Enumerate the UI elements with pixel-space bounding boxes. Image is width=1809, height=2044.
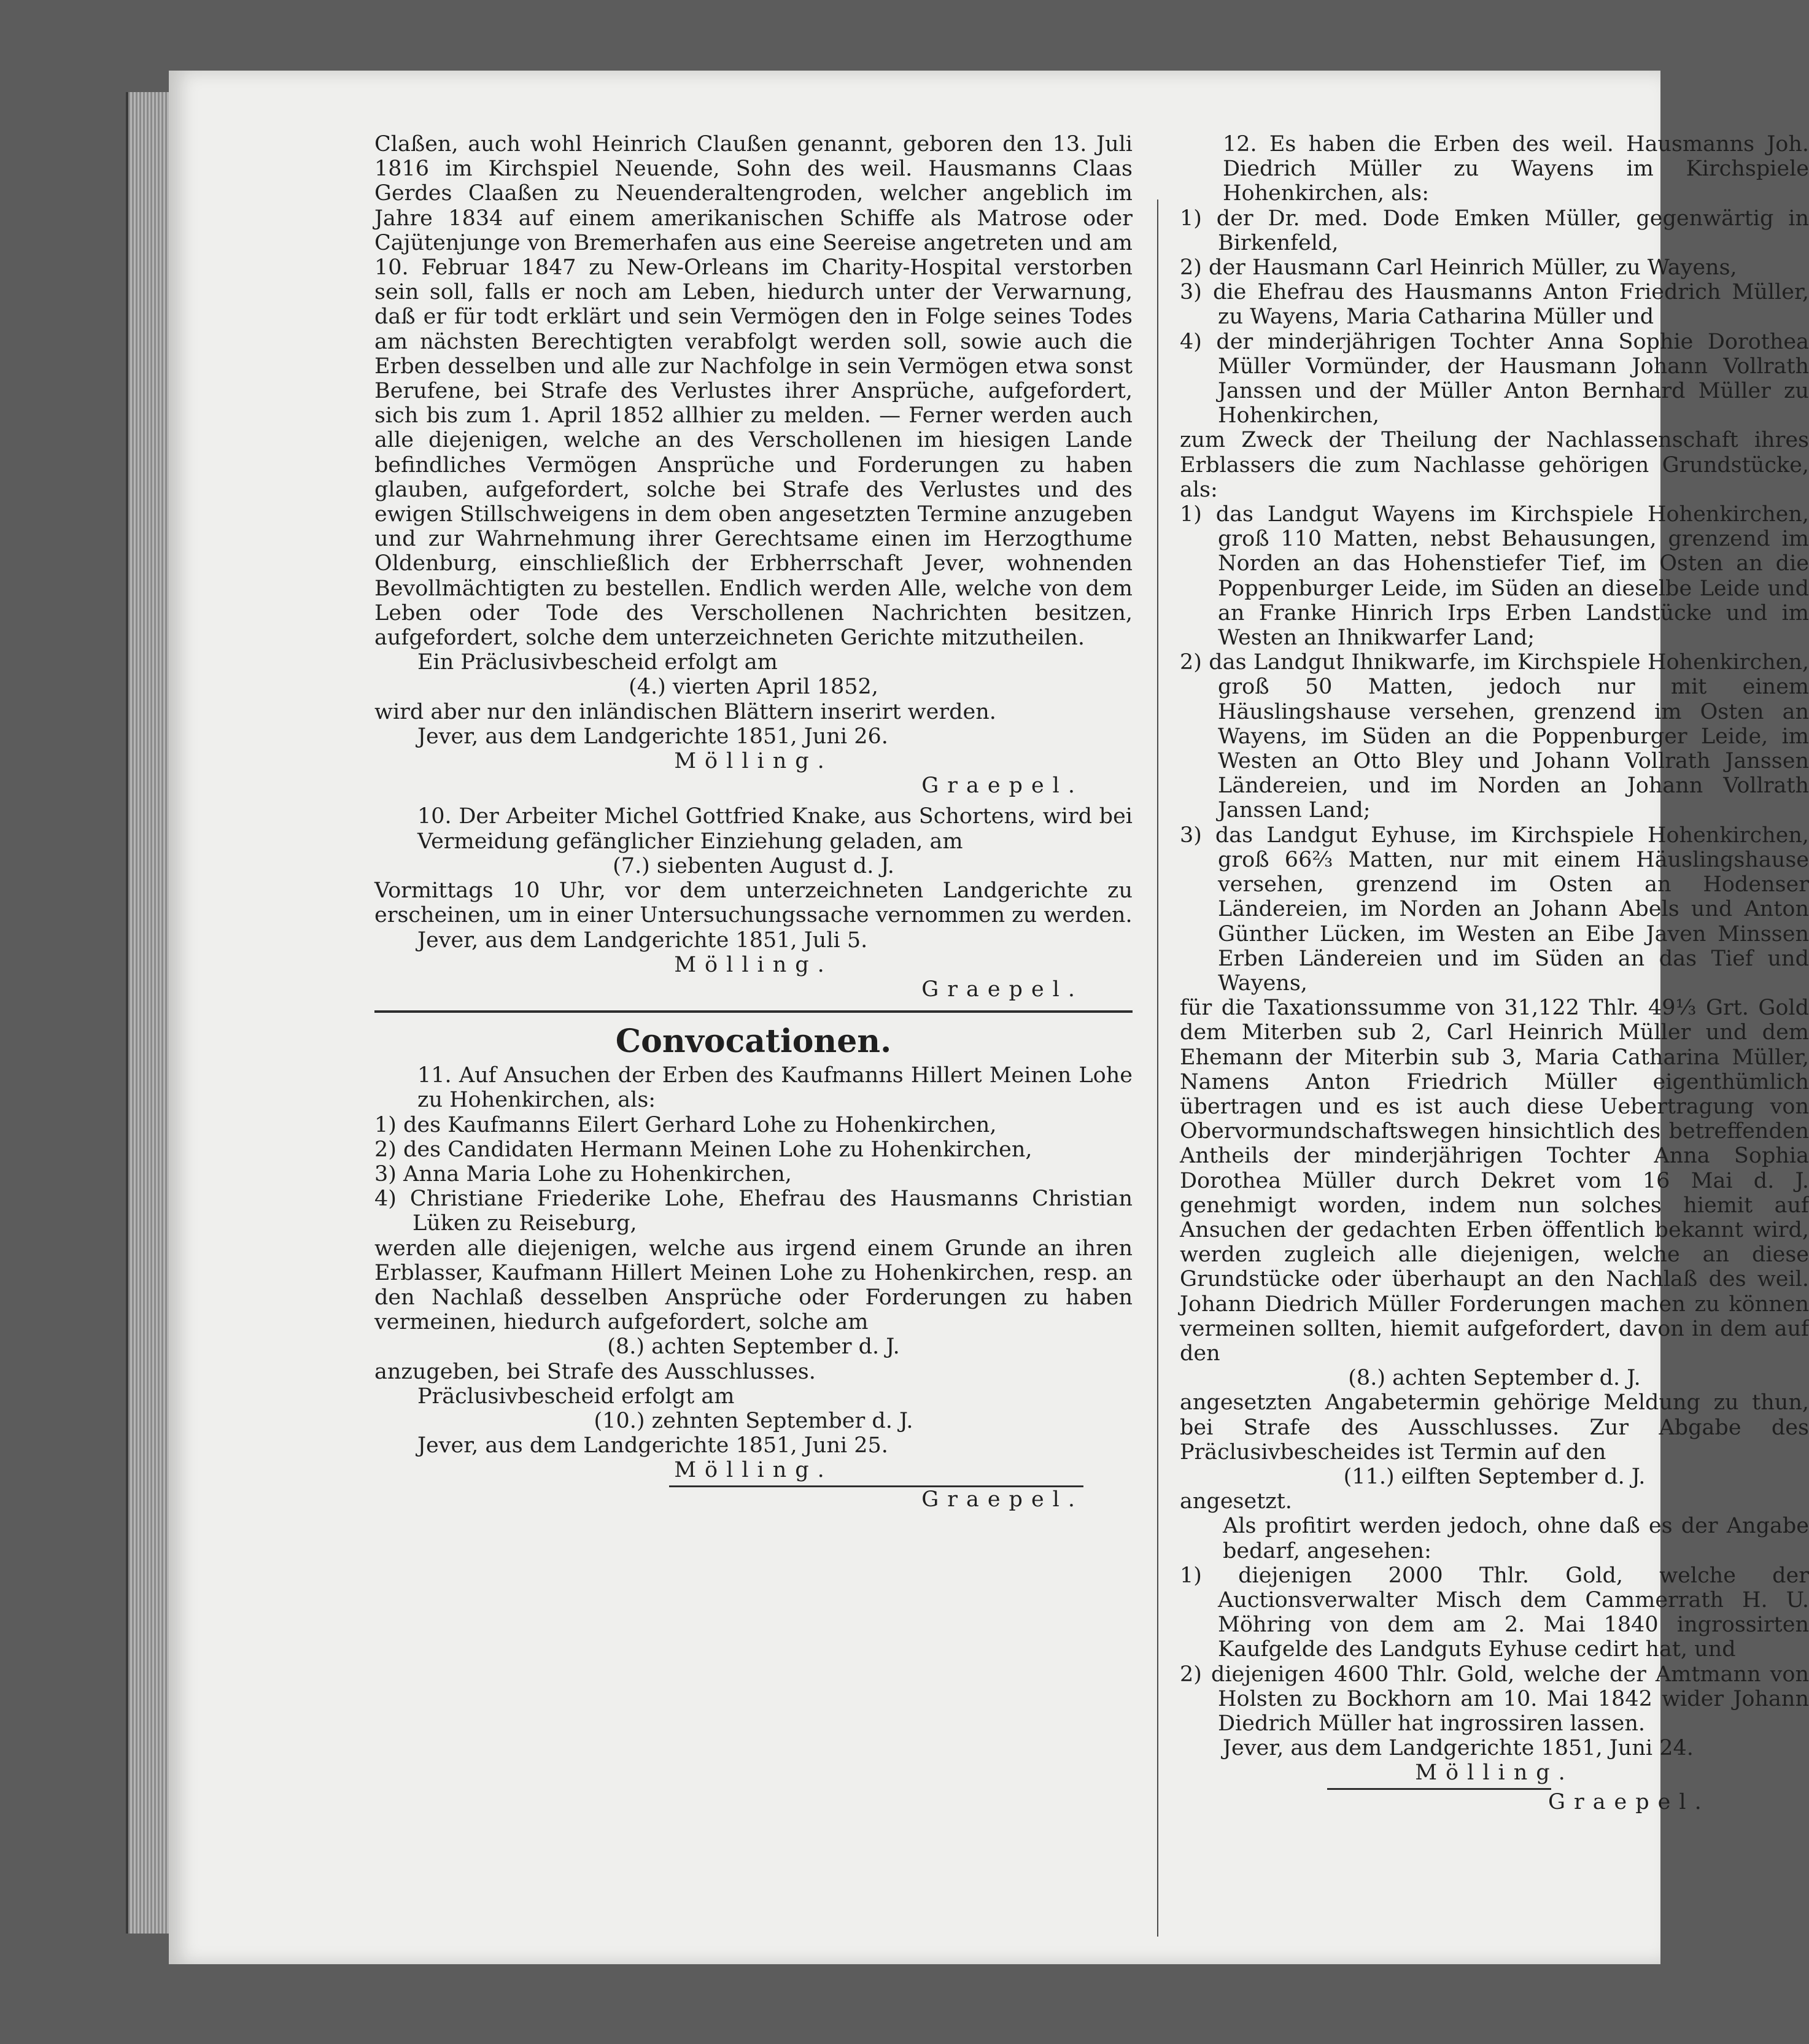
notice-12-profit-item: 2) diejenigen 4600 Thlr. Gold, welche der Amtmann von Holsten zu Bockhorn am 10. Mai 1842 wider Johann Diedrich Müller hat ingrossiren lassen.	[1180, 1662, 1809, 1736]
notice-10-date: (7.) siebenten August d. J.	[613, 853, 894, 878]
notice-12-profit: Als profitirt werden jedoch, ohne daß es der Angabe bedarf, angesehen:	[1223, 1514, 1809, 1563]
notice-11-signature-2: Graepel.	[921, 1487, 1083, 1512]
notice-12-text: für die Taxationssumme von 31,122 Thlr. 49⅓ Grt. Gold dem Miterben sub 2, Carl Heinrich Müller und dem Ehemann der Miterbin sub 3, Maria Catharina Müller, Namens Anton Friedrich Müller eigenthümlich übertragen und es ist auch diese Uebertragung von Obervormundschaftswegen hinsichtlich des betreffenden Antheils der minderjährigen Tochter Anna Sophia Dorothea Müller durch Dekret vom 16 Mai d. J. genehmigt worden, indem nun solches hiemit auf Ansuchen der gedachten Erben öffentlich bekannt wird, werden zugleich alle diejenigen, welche an diese Grundstücke oder überhaupt an den Nachlaß des weil. Johann Diedrich Müller Forderungen machen zu können vermeinen sollten, hiemit aufgefordert, davon in dem auf den	[1180, 996, 1809, 1366]
column-divider	[1157, 199, 1158, 1937]
notice-12-signature-1: Mölling.	[1415, 1760, 1574, 1786]
notice-12-profit-item: 1) diejenigen 2000 Thlr. Gold, welche der Auctionsverwalter Misch dem Cammerrath H. U. Möhring von dem am 2. Mai 1840 ingrossirten Kaufgelde des Landguts Eyhuse cedirt hat, und	[1180, 1563, 1809, 1662]
notice-12-intro: 12. Es haben die Erben des weil. Hausmanns Joh. Diedrich Müller zu Wayens im Kirchspiele Hohenkirchen, als:	[1223, 132, 1809, 206]
notice-12-place: Jever, aus dem Landgerichte 1851, Juni 24.	[1223, 1736, 1694, 1761]
section-rule	[374, 1010, 1133, 1013]
notice-11-signature-1: Mölling.	[674, 1458, 833, 1483]
notice-11-heir: 4) Christiane Friederike Lohe, Ehefrau des Hausmanns Christian Lüken zu Reiseburg,	[374, 1187, 1133, 1236]
notice-12-heir: 4) der minderjährigen Tochter Anna Sophie Dorothea Müller Vormünder, der Hausmann Johann Vollrath Janssen und der Müller Anton Bernhard Müller zu Hohenkirchen,	[1180, 329, 1809, 428]
notice-11-text: werden alle diejenigen, welche aus irgend einem Grunde an ihren Erblasser, Kaufmann Hillert Meinen Lohe zu Hohenkirchen, resp. an den Nachlaß desselben Ansprüche oder Forderungen zu haben vermeinen, hiedurch aufgefordert, solche am	[374, 1236, 1133, 1335]
notice-12-heir: 1) der Dr. med. Dode Emken Müller, gegenwärtig in Birkenfeld,	[1180, 206, 1809, 255]
notice-9-place: Jever, aus dem Landgerichte 1851, Juni 26.	[417, 724, 888, 749]
notice-12-date-1: (8.) achten September d. J.	[1348, 1366, 1641, 1391]
notice-11-date-2: (10.) zehnten September d. J.	[594, 1408, 913, 1433]
right-column	[1180, 132, 1809, 1814]
notice-12-purpose: zum Zweck der Theilung der Nachlassenschaft ihres Erblassers die zum Nachlasse gehörigen Grundstücke, als:	[1180, 428, 1809, 502]
notice-12-set: angesetzt.	[1180, 1489, 1292, 1514]
notice-11-intro: 11. Auf Ansuchen der Erben des Kaufmanns Hillert Meinen Lohe zu Hohenkirchen, als:	[417, 1063, 1133, 1113]
notice-11-heir: 3) Anna Maria Lohe zu Hohenkirchen,	[374, 1161, 792, 1187]
notice-9-signature-1: Mölling.	[674, 749, 833, 774]
left-column	[374, 132, 1133, 1512]
notice-10-text-2: Vormittags 10 Uhr, vor dem unterzeichneten Landgerichte zu erscheinen, um in einer Untersuchungssache vernommen zu werden.	[374, 878, 1133, 928]
notice-11-date-1: (8.) achten September d. J.	[607, 1334, 900, 1360]
notice-9-date: (4.) vierten April 1852,	[629, 675, 878, 700]
notice-9-text: Claßen, auch wohl Heinrich Claußen genannt, geboren den 13. Juli 1816 im Kirchspiel Neuende, Sohn des weil. Hausmanns Claas Gerdes Claaßen zu Neuenderaltengroden, welcher angeblich im Jahre 1834 auf einem amerikanischen Schiffe als Matrose oder Cajütenjunge von Bremerhafen aus eine Seereise angetreten und am 10. Februar 1847 zu New-Orleans im Charity-Hospital verstorben sein soll, falls er noch am Leben, hiedurch unter der Verwarnung, daß er für todt erklärt und sein Vermögen den in Folge seines Todes am nächsten Berechtigten verabfolgt werden soll, sowie auch die Erben desselben und alle zur Nachfolge in sein Vermögen etwa sonst Berufene, bei Strafe des Verlustes ihrer Ansprüche, aufgefordert, sich bis zum 1. April 1852 allhier zu melden. — Ferner werden auch alle diejenigen, welche an des Verschollenen im hiesigen Lande befindliches Vermögen Ansprüche und Forderungen zu haben glauben, aufgefordert, solche bei Strafe des Verlustes und des ewigen Stillschweigens in dem oben angesetzten Termine anzugeben und zur Wahrnehmung ihrer Gerechtsame einen im Herzogthume Oldenburg, einschließlich der Erbherrschaft Jever, wohnenden Bevollmächtigten zu bestellen. Endlich werden Alle, welche von dem Leben oder Tode des Verschollenen Nachrichten besitzen, aufgefordert, solche dem unterzeichneten Gerichte mitzutheilen.	[374, 132, 1133, 651]
notice-10-signature-1: Mölling.	[674, 952, 833, 977]
notice-12-estate: 2) das Landgut Ihnikwarfe, im Kirchspiele Hohenkirchen, groß 50 Matten, jedoch nur mit einem Häuslingshause versehen, grenzend im Osten an Wayens, im Süden an die Poppenburger Leide, im Westen an Otto Bley und Johann Vollrath Janssen Ländereien, und im Norden an Johann Vollrath Janssen Land;	[1180, 650, 1809, 823]
scanned-page	[169, 71, 1809, 1964]
notice-11-place: Jever, aus dem Landgerichte 1851, Juni 25.	[417, 1433, 888, 1458]
section-heading: Convocationen.	[615, 1023, 892, 1061]
notice-12-heir: 3) die Ehefrau des Hausmanns Anton Friedrich Müller, zu Wayens, Maria Catharina Müller und	[1180, 280, 1809, 330]
notice-9-praeclusiv: Ein Präclusivbescheid erfolgt am	[417, 650, 778, 675]
notice-11-praeclusiv: Präclusivbescheid erfolgt am	[417, 1384, 735, 1409]
notice-12-heir: 2) der Hausmann Carl Heinrich Müller, zu Wayens,	[1180, 255, 1737, 281]
notice-11-heir: 1) des Kaufmanns Eilert Gerhard Lohe zu Hohenkirchen,	[374, 1112, 997, 1137]
notice-12-signature-2: Graepel.	[1548, 1789, 1710, 1814]
notice-10-signature-2: Graepel.	[921, 977, 1083, 1002]
notice-12-estate: 3) das Landgut Eyhuse, im Kirchspiele Hohenkirchen, groß 66⅔ Matten, nur mit einem Häuslingshause versehen, grenzend im Osten an Hodenser Ländereien, im Norden an Johann Abels und Anton Günther Lücken, im Westen an Eibe Javen Minssen Erben Ländereien und im Süden an das Tief und Wayens,	[1180, 823, 1809, 996]
notice-10-place: Jever, aus dem Landgerichte 1851, Juli 5.	[417, 927, 868, 953]
notice-12-text-2: angesetzten Angabetermin gehörige Meldung zu thun, bei Strafe des Ausschlusses. Zur Abgabe des Präclusivbescheides ist Termin auf den	[1180, 1390, 1809, 1465]
notice-11-text-2: anzugeben, bei Strafe des Ausschlusses.	[374, 1359, 816, 1384]
book-page-edges	[126, 92, 171, 1934]
notice-11-heir: 2) des Candidaten Hermann Meinen Lohe zu Hohenkirchen,	[374, 1137, 1032, 1162]
notice-10-text: 10. Der Arbeiter Michel Gottfried Knake, aus Schortens, wird bei Vermeidung gefänglicher Einziehung geladen, am	[417, 804, 1133, 854]
notice-9-signature-2: Graepel.	[921, 773, 1083, 799]
notice-12-date-2: (11.) eilften September d. J.	[1343, 1464, 1646, 1489]
notice-9-publish: wird aber nur den inländischen Blättern inserirt werden.	[374, 699, 996, 724]
notice-12-estate: 1) das Landgut Wayens im Kirchspiele Hohenkirchen, groß 110 Matten, nebst Behausungen, grenzend im Norden an das Hohenstiefer Tief, im Osten an die Poppenburger Leide, im Süden an dieselbe Leide und an Franke Hinrich Irps Erben Landstücke und im Westen an Ihnikwarfer Land;	[1180, 502, 1809, 651]
